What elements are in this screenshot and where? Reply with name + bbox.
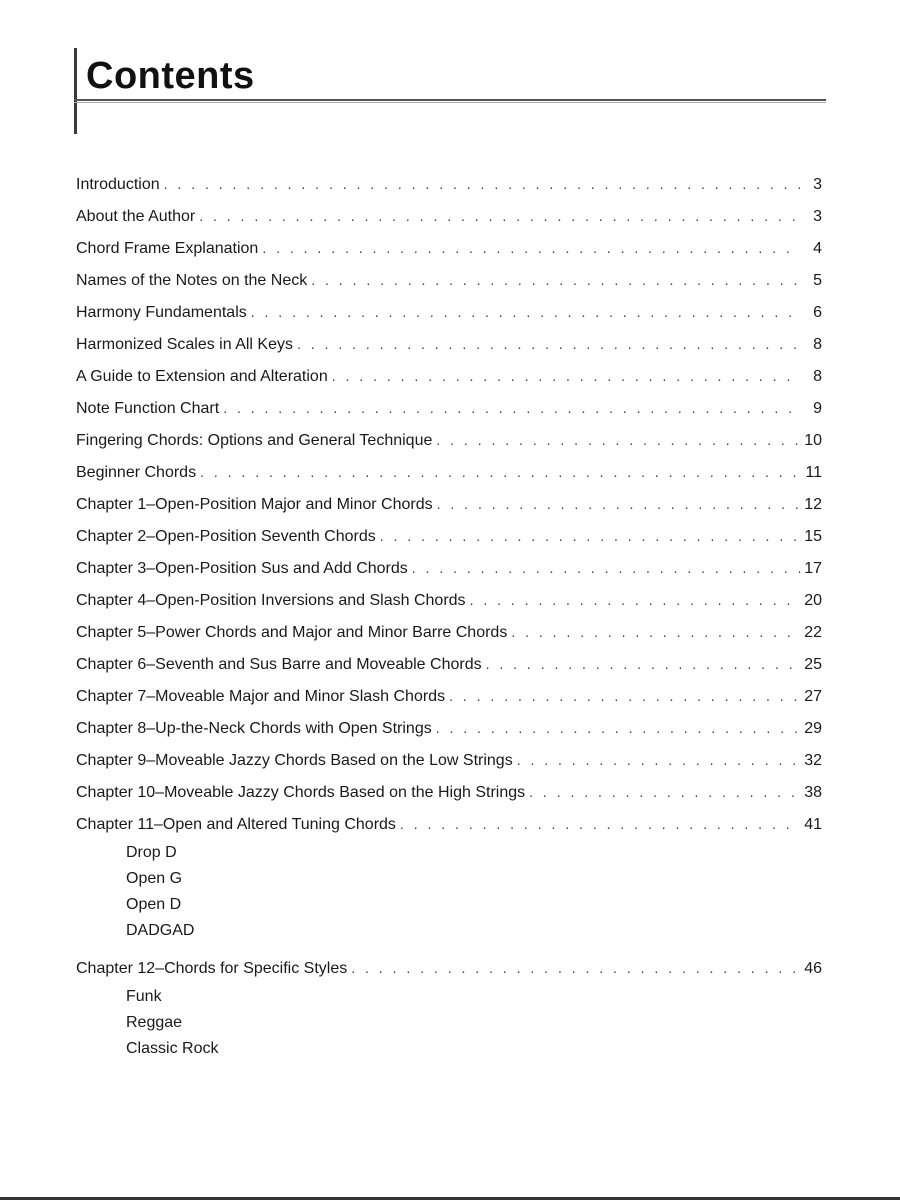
toc-entry-page-number: 9 <box>813 400 822 417</box>
toc-entry-page-number: 17 <box>804 560 822 577</box>
toc-entry[interactable] <box>76 328 822 360</box>
toc-entry-label: Chapter 3–Open-Position Sus and Add Chords <box>76 560 408 577</box>
dot-leader <box>437 488 800 520</box>
toc-entry-page-number: 10 <box>804 432 822 449</box>
toc-entry[interactable] <box>76 616 822 648</box>
toc-entry[interactable] <box>76 744 822 776</box>
toc-entry-page-number: 8 <box>813 336 822 353</box>
dot-leader <box>297 328 800 360</box>
toc-entry-page-number: 46 <box>804 960 822 977</box>
toc-entry-page-number: 5 <box>813 272 822 289</box>
dot-leader <box>251 296 800 328</box>
toc-entry-page-number: 12 <box>804 496 822 513</box>
dot-leader <box>332 360 800 392</box>
toc-entry-label: Names of the Notes on the Neck <box>76 272 308 289</box>
toc-entry[interactable] <box>76 776 822 808</box>
toc-entry-label: Chapter 7–Moveable Major and Minor Slash Chords <box>76 688 446 705</box>
dot-leader <box>517 744 800 776</box>
toc-entry[interactable] <box>76 808 822 840</box>
toc-entry-page-number: 20 <box>804 592 822 609</box>
toc-entry-label: About the Author <box>76 208 196 225</box>
toc-entry-page-number: 3 <box>813 208 822 225</box>
dot-leader <box>223 392 800 424</box>
toc-subentries <box>76 984 822 1062</box>
toc-subentry[interactable]: Open G <box>126 870 183 887</box>
toc-entry[interactable] <box>76 424 822 456</box>
toc-entry-page-number: 4 <box>813 240 822 257</box>
toc-entry-label: Fingering Chords: Options and General Technique <box>76 432 433 449</box>
title-underline-shadow <box>74 102 826 103</box>
toc-entry[interactable] <box>76 296 822 328</box>
dot-leader <box>486 648 800 680</box>
toc-entry-label: Chapter 12–Chords for Specific Styles <box>76 960 348 977</box>
dot-leader <box>449 680 800 712</box>
dot-leader <box>400 808 800 840</box>
toc-subentry[interactable]: Funk <box>126 988 162 1005</box>
toc-entry-page-number: 29 <box>804 720 822 737</box>
toc-subentries <box>76 840 822 944</box>
toc-entry-label: Chapter 1–Open-Position Major and Minor Chords <box>76 496 433 513</box>
toc-entry[interactable] <box>76 584 822 616</box>
toc-entry-label: Chapter 9–Moveable Jazzy Chords Based on the Low Strings <box>76 752 513 769</box>
toc-entry[interactable] <box>76 488 822 520</box>
dot-leader <box>470 584 800 616</box>
toc-entry[interactable] <box>76 712 822 744</box>
toc-subentry[interactable]: Open D <box>126 896 182 913</box>
toc-entry[interactable] <box>76 232 822 264</box>
page-title: Contents <box>86 55 255 97</box>
toc-subentry[interactable]: DADGAD <box>126 922 195 939</box>
toc-entry-label: Harmony Fundamentals <box>76 304 247 321</box>
table-of-contents <box>76 168 822 1070</box>
toc-entry-page-number: 8 <box>813 368 822 385</box>
toc-subentry[interactable]: Drop D <box>126 844 177 861</box>
dot-leader <box>511 616 800 648</box>
toc-entry-label: Chapter 2–Open-Position Seventh Chords <box>76 528 376 545</box>
toc-entry-label: Chapter 4–Open-Position Inversions and Slash Chords <box>76 592 466 609</box>
toc-entry[interactable] <box>76 520 822 552</box>
dot-leader <box>200 456 800 488</box>
toc-entry[interactable] <box>76 264 822 296</box>
toc-entry-page-number: 32 <box>804 752 822 769</box>
toc-entry-page-number: 6 <box>813 304 822 321</box>
toc-entry-label: Chord Frame Explanation <box>76 240 259 257</box>
dot-leader <box>436 712 800 744</box>
title-underline <box>74 99 826 101</box>
toc-entry[interactable] <box>76 552 822 584</box>
toc-entry-label: Introduction <box>76 176 160 193</box>
toc-entry[interactable] <box>76 360 822 392</box>
dot-leader <box>412 552 800 584</box>
toc-entry-label: Chapter 10–Moveable Jazzy Chords Based on the High Strings <box>76 784 526 801</box>
toc-entry-page-number: 11 <box>805 464 822 481</box>
dot-leader <box>311 264 800 296</box>
toc-subentry[interactable]: Reggae <box>126 1014 183 1031</box>
toc-entry[interactable] <box>76 200 822 232</box>
dot-leader <box>164 168 800 200</box>
toc-entry-label: Chapter 8–Up-the-Neck Chords with Open Strings <box>76 720 432 737</box>
toc-entry[interactable] <box>76 456 822 488</box>
toc-entry-label: Chapter 6–Seventh and Sus Barre and Moveable Chords <box>76 656 482 673</box>
toc-entry[interactable] <box>76 952 822 984</box>
toc-entry-page-number: 25 <box>804 656 822 673</box>
toc-entry-label: Harmonized Scales in All Keys <box>76 336 293 353</box>
toc-entry-page-number: 3 <box>813 176 822 193</box>
dot-leader <box>351 952 800 984</box>
dot-leader <box>262 232 800 264</box>
dot-leader <box>199 200 800 232</box>
toc-entry-page-number: 27 <box>804 688 822 705</box>
toc-entry[interactable] <box>76 392 822 424</box>
toc-entry-label: Chapter 11–Open and Altered Tuning Chords <box>76 816 396 833</box>
toc-entry-page-number: 15 <box>804 528 822 545</box>
toc-entry-label: A Guide to Extension and Alteration <box>76 368 328 385</box>
dot-leader <box>529 776 800 808</box>
toc-entry-label: Note Function Chart <box>76 400 220 417</box>
dot-leader <box>436 424 800 456</box>
toc-entry-page-number: 41 <box>804 816 822 833</box>
toc-entry-label: Beginner Chords <box>76 464 197 481</box>
toc-entry-label: Chapter 5–Power Chords and Major and Minor Barre Chords <box>76 624 508 641</box>
title-vertical-bar <box>74 48 77 134</box>
toc-entry[interactable] <box>76 168 822 200</box>
dot-leader <box>380 520 800 552</box>
toc-entry[interactable] <box>76 680 822 712</box>
toc-subentry[interactable]: Classic Rock <box>126 1040 219 1057</box>
toc-entry-page-number: 38 <box>804 784 822 801</box>
toc-entry-page-number: 22 <box>804 624 822 641</box>
toc-entry[interactable] <box>76 648 822 680</box>
